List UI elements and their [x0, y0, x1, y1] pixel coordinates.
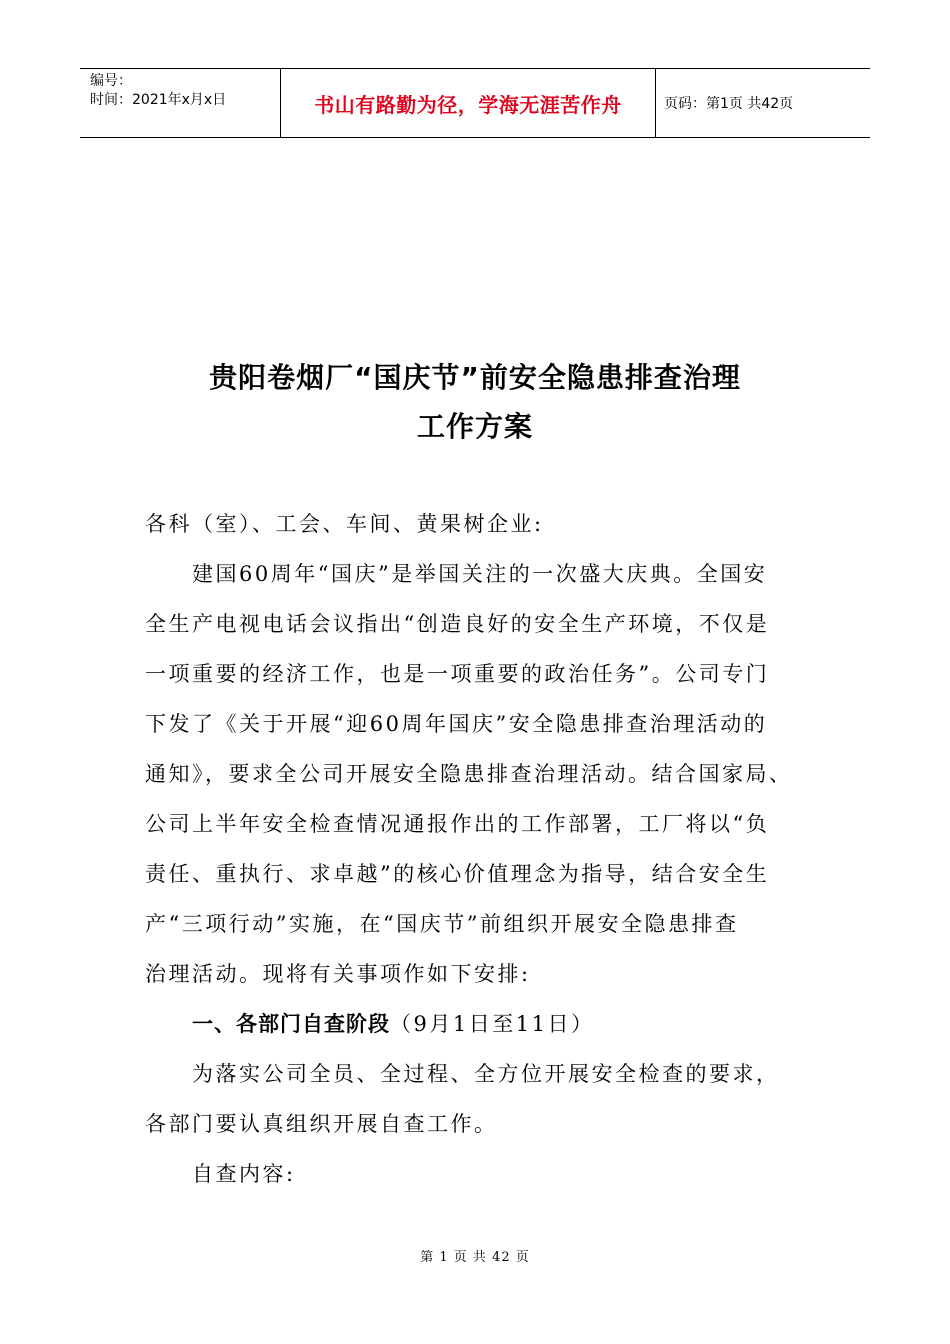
header-page-info: 页码：第1页 共42页 — [664, 96, 794, 112]
document-title-line-2: 工作方案 — [416, 410, 533, 443]
document-title-line-1: 贵阳卷烟厂“国庆节”前安全隐患排查治理 — [209, 361, 741, 394]
header-motto: 书山有路勤为径，学海无涯苦作舟 — [281, 69, 656, 137]
paragraph-line: 一项重要的经济工作，也是一项重要的政治任务”。公司专门 — [145, 662, 770, 686]
paragraph-line: 各部门要认真组织开展自查工作。 — [145, 1112, 498, 1136]
paragraph-line: 通知》，要求全公司开展安全隐患排查治理活动。结合国家局、 — [145, 762, 793, 786]
section-heading — [192, 1008, 594, 1038]
paragraph-line: 责任、重执行、求卓越”的核心价值理念为指导，结合安全生 — [145, 862, 770, 886]
salutation: 各科（室）、工会、车间、黄果树企业: — [145, 512, 544, 536]
paragraph-line: 治理活动。现将有关事项作如下安排: — [145, 962, 531, 986]
section-heading-dates: （9月1日至11日） — [390, 1012, 595, 1036]
paragraph-line: 建国60周年“国庆”是举国关注的一次盛大庆典。全国安 — [192, 562, 768, 586]
paragraph-line: 下发了《关于开展“迎60周年国庆”安全隐患排查治理活动的 — [145, 712, 768, 736]
section-heading-title: 一、各部门自查阶段 — [192, 1012, 390, 1036]
paragraph-line: 公司上半年安全检查情况通报作出的工作部署，工厂将以“负 — [145, 812, 770, 836]
document-number-label: 编号： — [90, 73, 132, 89]
document-header — [80, 68, 870, 138]
paragraph-line: 全生产电视电话会议指出“创造良好的安全生产环境，不仅是 — [145, 612, 770, 636]
header-meta — [80, 69, 281, 137]
self-check-label: 自查内容: — [192, 1162, 296, 1186]
paragraph-line: 产“三项行动”实施，在“国庆节”前组织开展安全隐患排查 — [145, 912, 739, 936]
paragraph-line: 为落实公司全员、全过程、全方位开展安全检查的要求， — [192, 1062, 780, 1086]
document-time-label: 时间：2021年x月x日 — [90, 92, 227, 108]
page-footer: 第 1 页 共 42 页 — [420, 1250, 530, 1265]
